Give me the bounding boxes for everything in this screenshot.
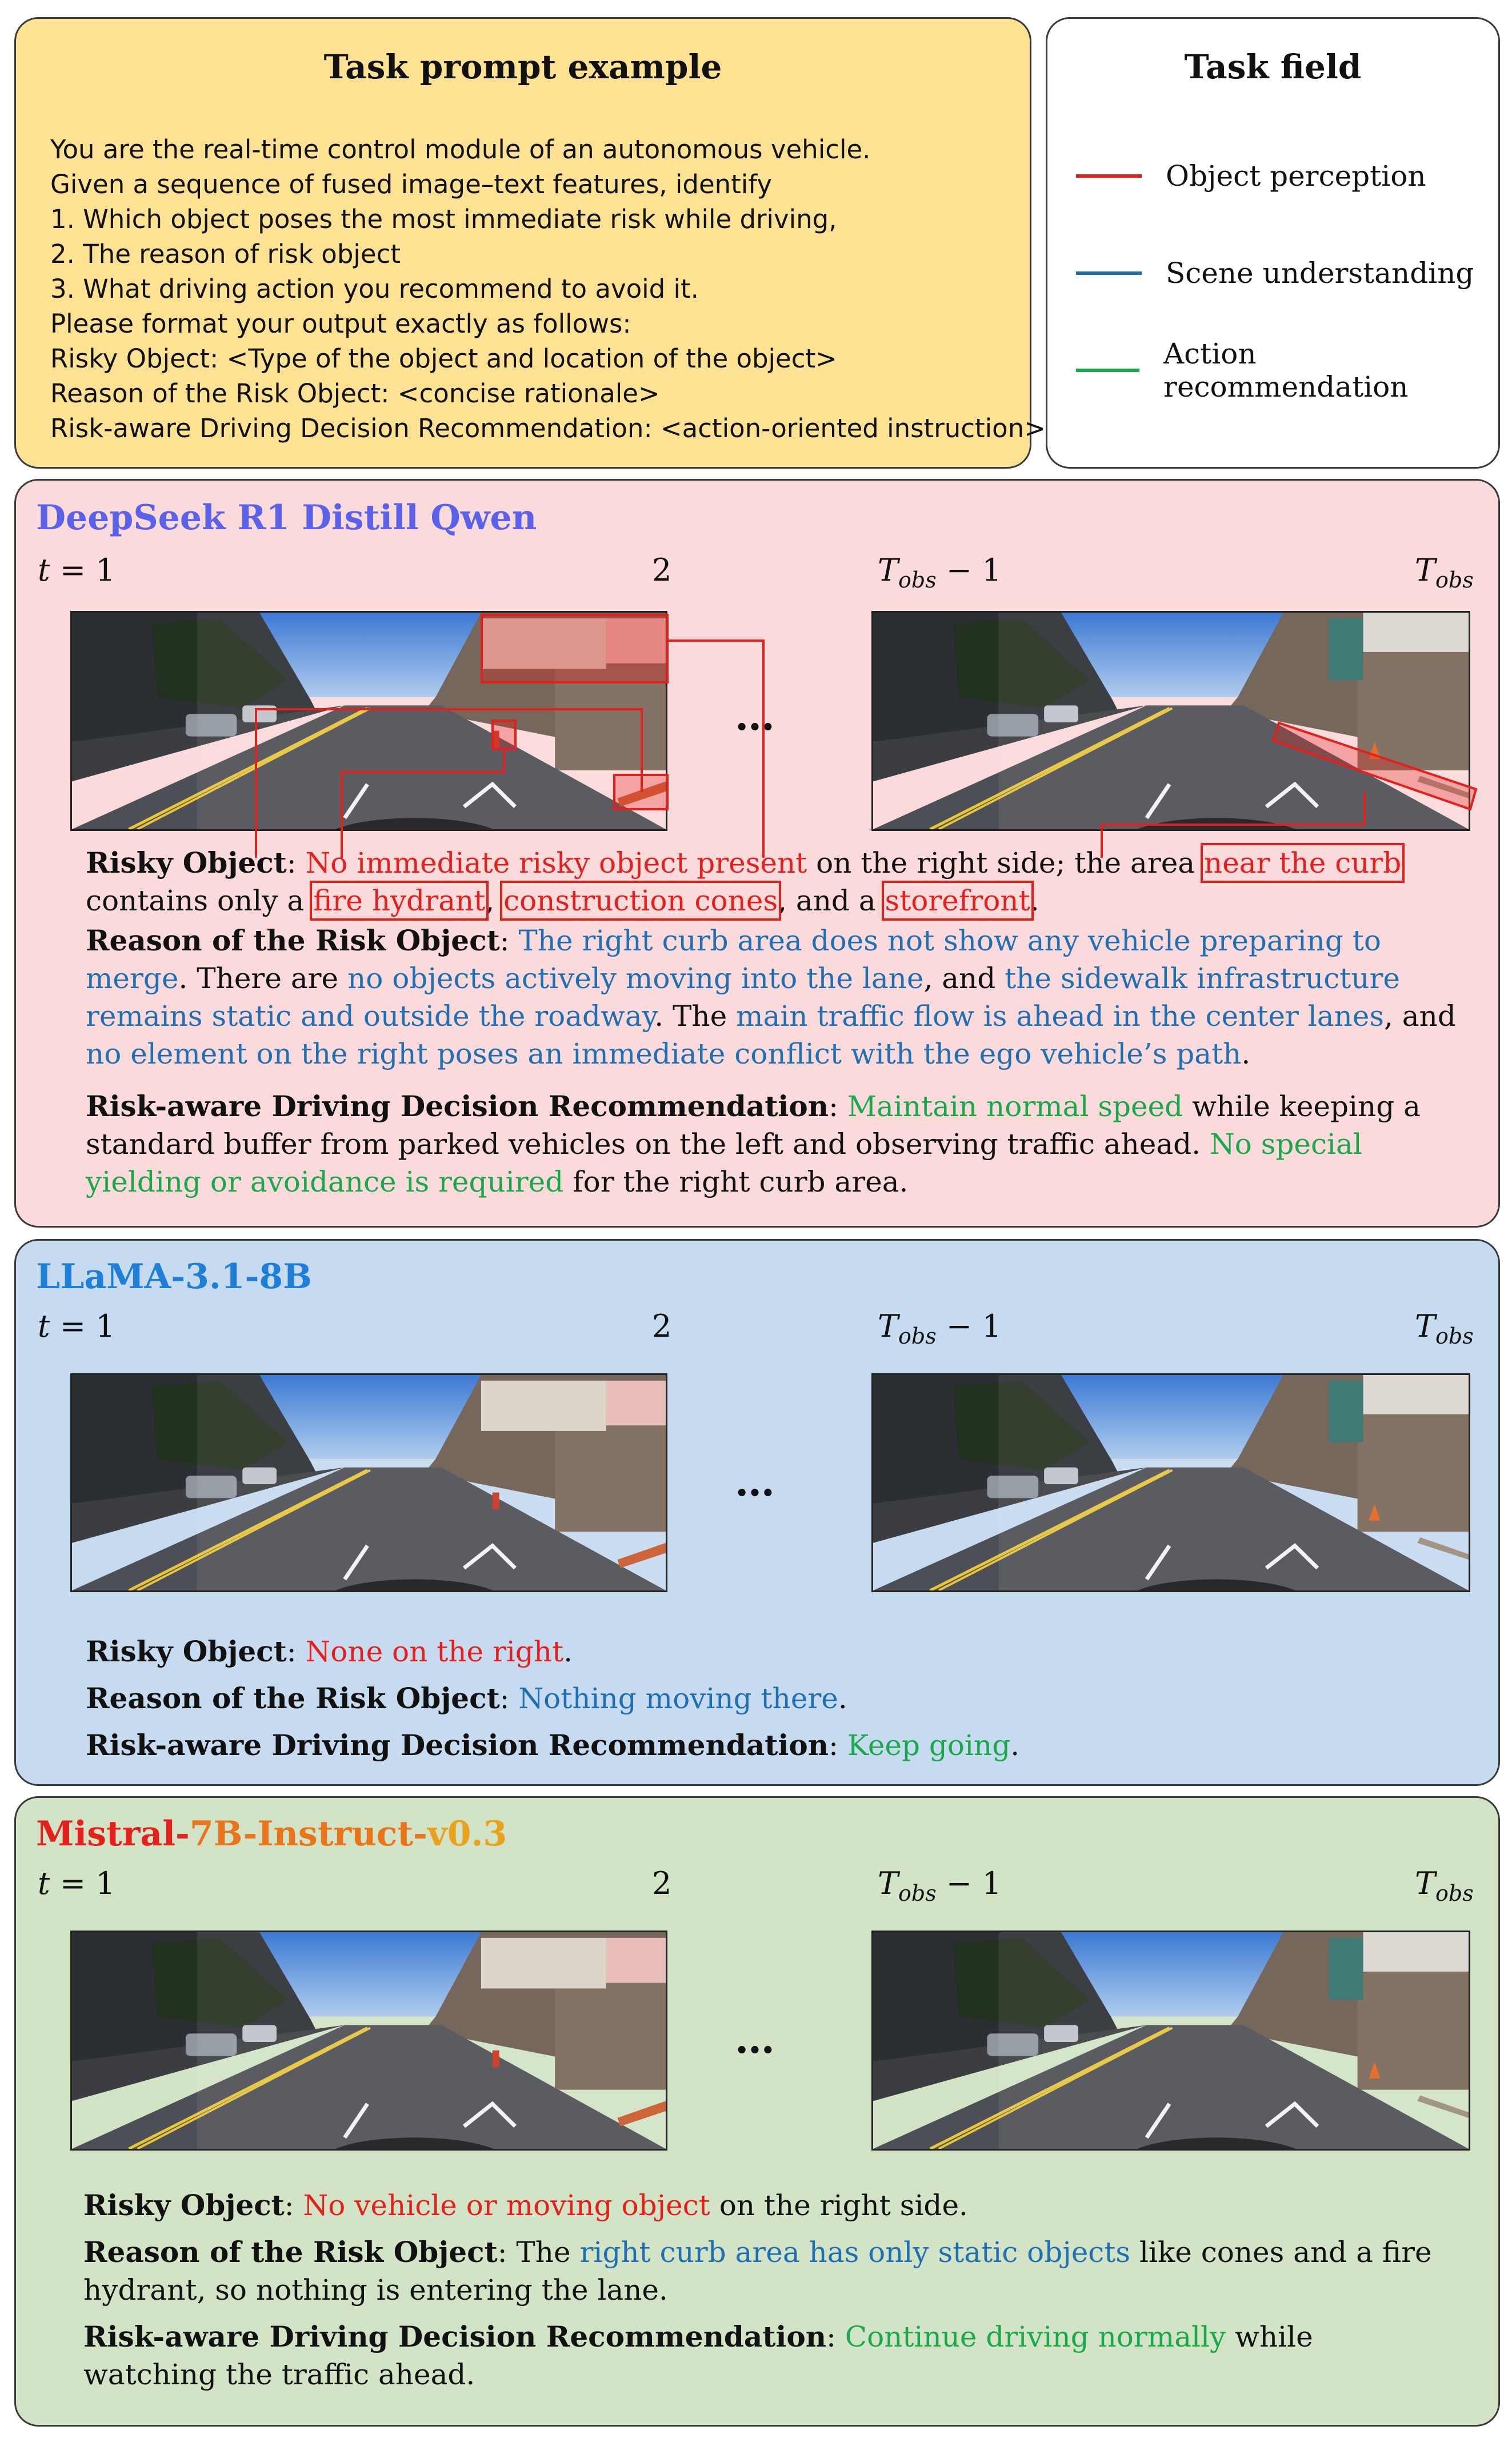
text: while keeping a standard buffer from parked vehicles on the left and observing traffic ahead. <box>86 1090 1421 1161</box>
text: : <box>284 2189 303 2222</box>
time-sub: obs <box>1435 1323 1474 1349</box>
mistral-response <box>83 2187 1478 2393</box>
model-name-part: v0.3 <box>427 1814 507 1854</box>
prompt-box <box>14 17 1046 469</box>
time-sub: obs <box>1435 1880 1474 1906</box>
text: : <box>826 2320 845 2353</box>
action-text: No special yielding or avoidance is required <box>86 1128 1362 1198</box>
text: , <box>485 884 504 917</box>
scene-text: no element on the right poses an immediate conflict with the ego vehicle’s path <box>86 1037 1242 1070</box>
perception-text-fire-hydrant: fire hydrant <box>313 884 486 917</box>
prompt-title: Task prompt example <box>323 47 722 86</box>
time-label-t1 <box>38 1865 115 1901</box>
time-minus: − 1 <box>936 1865 1002 1901</box>
llama-response <box>86 1628 1480 1769</box>
scene-frame-end <box>871 1373 1470 1592</box>
text: . <box>563 1635 573 1668</box>
scene-text: Nothing moving there <box>518 1682 838 1715</box>
text: . <box>1030 884 1039 917</box>
risky-label: Risky Object <box>86 846 287 880</box>
prompt-text <box>50 132 1046 446</box>
frame-overlay <box>197 1932 666 2149</box>
perception-text: No vehicle or moving object <box>303 2189 710 2222</box>
text: . The <box>654 1000 737 1033</box>
prompt-line: Risky Object: <Type of the object and location of the object> <box>50 343 837 374</box>
time-label-tobs-minus-1 <box>878 1308 1002 1349</box>
reason-label: Reason of the Risk Object <box>83 2235 498 2269</box>
scene-text: right curb area has only static objects <box>579 2236 1131 2269</box>
time-label-2: 2 <box>652 1308 672 1344</box>
time-sub: obs <box>898 567 937 593</box>
scene-frame-end <box>871 1931 1470 2151</box>
time-minus: − 1 <box>936 1308 1002 1344</box>
scene-text: main traffic flow is ahead in the center lanes <box>736 1000 1385 1033</box>
model-name-deepseek: DeepSeek R1 Distill Qwen <box>36 498 537 538</box>
ellipsis: … <box>735 692 787 740</box>
scene-text: The right curb area does not show any vehicle preparing to merge <box>86 924 1381 995</box>
mistral-panel <box>14 1796 1500 2427</box>
llama-panel <box>14 1239 1500 1786</box>
highlight-fire-hydrant <box>493 721 515 749</box>
deepseek-panel <box>14 479 1500 1228</box>
highlight-storefront <box>482 615 667 682</box>
risky-label: Risky Object <box>86 1634 287 1668</box>
legend-scene-understanding <box>1076 256 1474 290</box>
time-label-2: 2 <box>652 1865 672 1901</box>
prompt-line: Please format your output exactly as follows: <box>50 309 631 339</box>
text: . <box>1241 1037 1251 1070</box>
frame-overlay <box>998 1932 1469 2149</box>
text: . <box>838 1682 847 1715</box>
text: , and <box>1384 1000 1456 1033</box>
legend-line-icon <box>1076 174 1142 178</box>
time-var: T <box>878 552 899 588</box>
text: . <box>1010 1729 1020 1762</box>
time-label-tobs <box>1415 1865 1474 1906</box>
legend-line-icon <box>1076 271 1142 275</box>
action-text: Continue driving normally <box>845 2320 1226 2353</box>
time-var: t <box>38 552 50 588</box>
perception-text-cones: construction cones <box>503 884 778 917</box>
time-label-tobs-minus-1 <box>878 1865 1002 1906</box>
time-var: T <box>878 1308 899 1344</box>
time-label-2: 2 <box>652 552 672 588</box>
scene-text: no objects actively moving into the lane <box>347 962 924 995</box>
time-var: T <box>878 1865 899 1901</box>
task-field-box <box>1046 17 1500 469</box>
prompt-line: 3. What driving action you recommend to avoid it. <box>50 274 699 304</box>
prompt-line: 1. Which object poses the most immediate risk while driving, <box>50 204 837 234</box>
text: like cones and a fire hydrant, so nothing is entering the lane. <box>83 2236 1432 2307</box>
text: : <box>499 924 519 957</box>
time-eq: = 1 <box>50 1308 115 1344</box>
action-text: Keep going <box>847 1729 1011 1762</box>
recommendation-label: Risk-aware Driving Decision Recommendation <box>83 2320 827 2353</box>
legend-label: Scene understanding <box>1166 257 1474 290</box>
text: : <box>286 846 306 880</box>
legend-action-recommendation <box>1076 337 1498 403</box>
perception-text-near-curb: near the curb <box>1204 846 1402 880</box>
time-var: t <box>38 1308 50 1344</box>
text: on the right side. <box>710 2189 968 2222</box>
time-sub: obs <box>898 1880 937 1906</box>
legend-label: Action recommendation <box>1163 337 1409 403</box>
prompt-line: Risk-aware Driving Decision Recommendation: <action-oriented instruction> <box>50 413 1046 443</box>
perception-text: None on the right <box>305 1635 564 1668</box>
text: : <box>286 1635 306 1668</box>
frame-overlay <box>998 1375 1469 1590</box>
text: contains only a <box>86 884 314 917</box>
prompt-line: Reason of the Risk Object: <concise rationale> <box>50 378 660 409</box>
text: , and a <box>778 884 885 917</box>
time-label-tobs <box>1415 1308 1474 1349</box>
reason-label: Reason of the Risk Object <box>86 1681 500 1715</box>
ellipsis: … <box>735 2015 787 2063</box>
ellipsis: … <box>735 1458 787 1505</box>
connector-storefront <box>667 641 763 858</box>
time-var: t <box>38 1865 50 1901</box>
time-label-t1 <box>38 1308 115 1344</box>
prompt-line: 2. The reason of risk object <box>50 239 401 269</box>
text: : <box>829 1729 847 1762</box>
time-var: T <box>1415 1308 1436 1344</box>
task-field-title: Task field <box>1184 47 1362 86</box>
reason-label: Reason of the Risk Object <box>86 924 500 957</box>
connector-cones <box>256 709 642 858</box>
time-sub: obs <box>898 1323 937 1349</box>
street-scene-image <box>72 1932 666 2149</box>
text: : <box>499 1682 519 1715</box>
perception-text-storefront: storefront <box>885 884 1030 917</box>
time-sub: obs <box>1435 567 1474 593</box>
time-var: T <box>1415 1865 1436 1901</box>
text: : The <box>497 2236 580 2269</box>
legend-line-icon <box>1076 369 1139 372</box>
frame-overlay <box>197 1375 666 1590</box>
connector-hydrant <box>342 749 504 858</box>
model-name-llama: LLaMA-3.1-8B <box>36 1257 312 1297</box>
street-scene-image <box>873 1932 1469 2149</box>
perception-text: No immediate risky object present <box>305 846 807 880</box>
street-scene-image <box>72 1375 666 1590</box>
model-name-part: Mistral- <box>36 1814 190 1854</box>
text: on the right side; the area <box>807 846 1205 880</box>
text: : <box>829 1090 847 1123</box>
highlight-curb <box>1273 723 1476 809</box>
legend-object-perception <box>1076 159 1426 193</box>
time-minus: − 1 <box>936 552 1002 588</box>
time-eq: = 1 <box>50 1865 115 1901</box>
prompt-line: You are the real-time control module of an autonomous vehicle. <box>50 134 871 165</box>
scene-frame-start <box>70 1931 667 2151</box>
deepseek-response <box>86 844 1480 1201</box>
action-text: Maintain normal speed <box>847 1090 1183 1123</box>
text: . There are <box>178 962 348 995</box>
time-var: T <box>1415 552 1436 588</box>
recommendation-label: Risk-aware Driving Decision Recommendation <box>86 1089 829 1123</box>
scene-text: the sidewalk infrastructure remains static and outside the roadway <box>86 962 1401 1033</box>
text: for the right curb area. <box>563 1165 909 1198</box>
street-scene-image <box>873 1375 1469 1590</box>
text: while watching the traffic ahead. <box>83 2320 1313 2391</box>
prompt-line: Given a sequence of fused image–text features, identify <box>50 169 772 199</box>
recommendation-label: Risk-aware Driving Decision Recommendation <box>86 1728 829 1762</box>
text: , and <box>923 962 1005 995</box>
risky-label: Risky Object <box>83 2188 285 2222</box>
model-name-mistral <box>36 1814 507 1854</box>
time-eq: = 1 <box>50 552 115 588</box>
scene-frame-start <box>70 1373 667 1592</box>
model-name-part: 7B-Instruct- <box>189 1814 427 1854</box>
legend-label: Object perception <box>1166 159 1426 193</box>
